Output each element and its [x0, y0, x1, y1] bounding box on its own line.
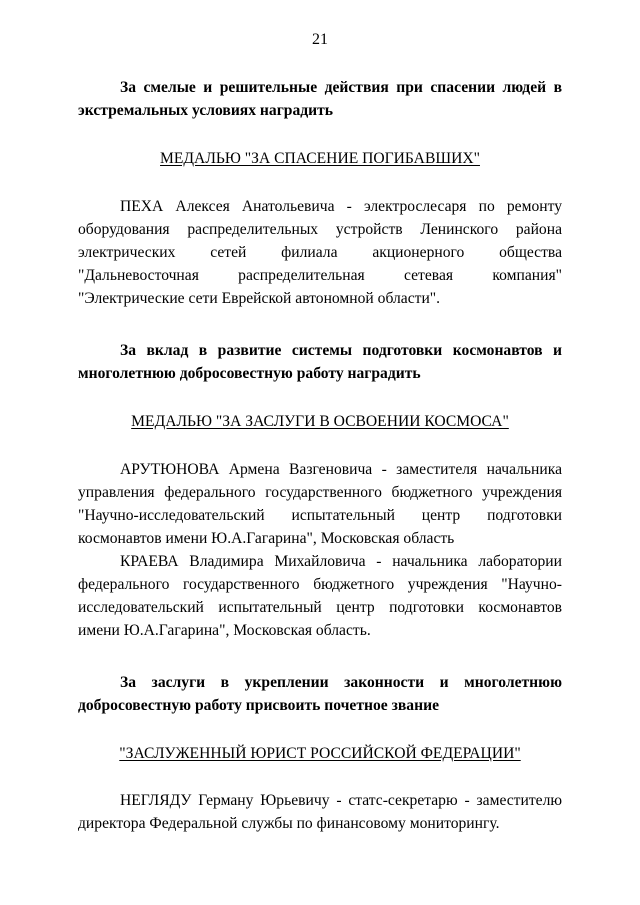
page-number: 21 [312, 31, 328, 48]
award-title-space: МЕДАЛЬЮ "ЗА ЗАСЛУГИ В ОСВОЕНИИ КОСМОСА" [131, 413, 509, 430]
recipient-pekh: ПЕХА Алексея Анатольевича - электрослесаря по ремонту оборудования распределительных устройств Ленинского района электрических сетей филиала акционерного общества "Дальневосточная распределительная сетевая компания" "Электрические сети Еврейской автономной области". [78, 198, 562, 307]
section-lead-lawyer: За заслуги в укреплении законности и многолетнюю добросовестную работу присвоить почетное звание [78, 674, 562, 714]
section-lead-rescue: За смелые и решительные действия при спасении людей в экстремальных условиях наградить [78, 79, 562, 119]
recipient-kraev: КРАЕВА Владимира Михайловича - начальника лаборатории федерального государственного бюджетного учреждения "Научно-исследовательский испытательный центр подготовки космонавтов имени Ю.А.Гагарина", Московская область. [78, 553, 562, 639]
award-title-lawyer: "ЗАСЛУЖЕННЫЙ ЮРИСТ РОССИЙСКОЙ ФЕДЕРАЦИИ" [119, 745, 521, 762]
award-title-rescue: МЕДАЛЬЮ "ЗА СПАСЕНИЕ ПОГИБАВШИХ" [160, 150, 480, 167]
section-lead-space: За вклад в развитие системы подготовки космонавтов и многолетнюю добросовестную работу наградить [78, 342, 562, 382]
document-body [78, 76, 562, 835]
recipient-neglyad: НЕГЛЯДУ Герману Юрьевичу - статс-секретарю - заместителю директора Федеральной службы по финансовому мониторингу. [78, 792, 562, 832]
recipient-arutyunov: АРУТЮНОВА Армена Вазгеновича - заместителя начальника управления федерального государственного бюджетного учреждения "Научно-исследовательский испытательный центр подготовки космонавтов имени Ю.А.Гагарина", Московская область [78, 461, 562, 547]
